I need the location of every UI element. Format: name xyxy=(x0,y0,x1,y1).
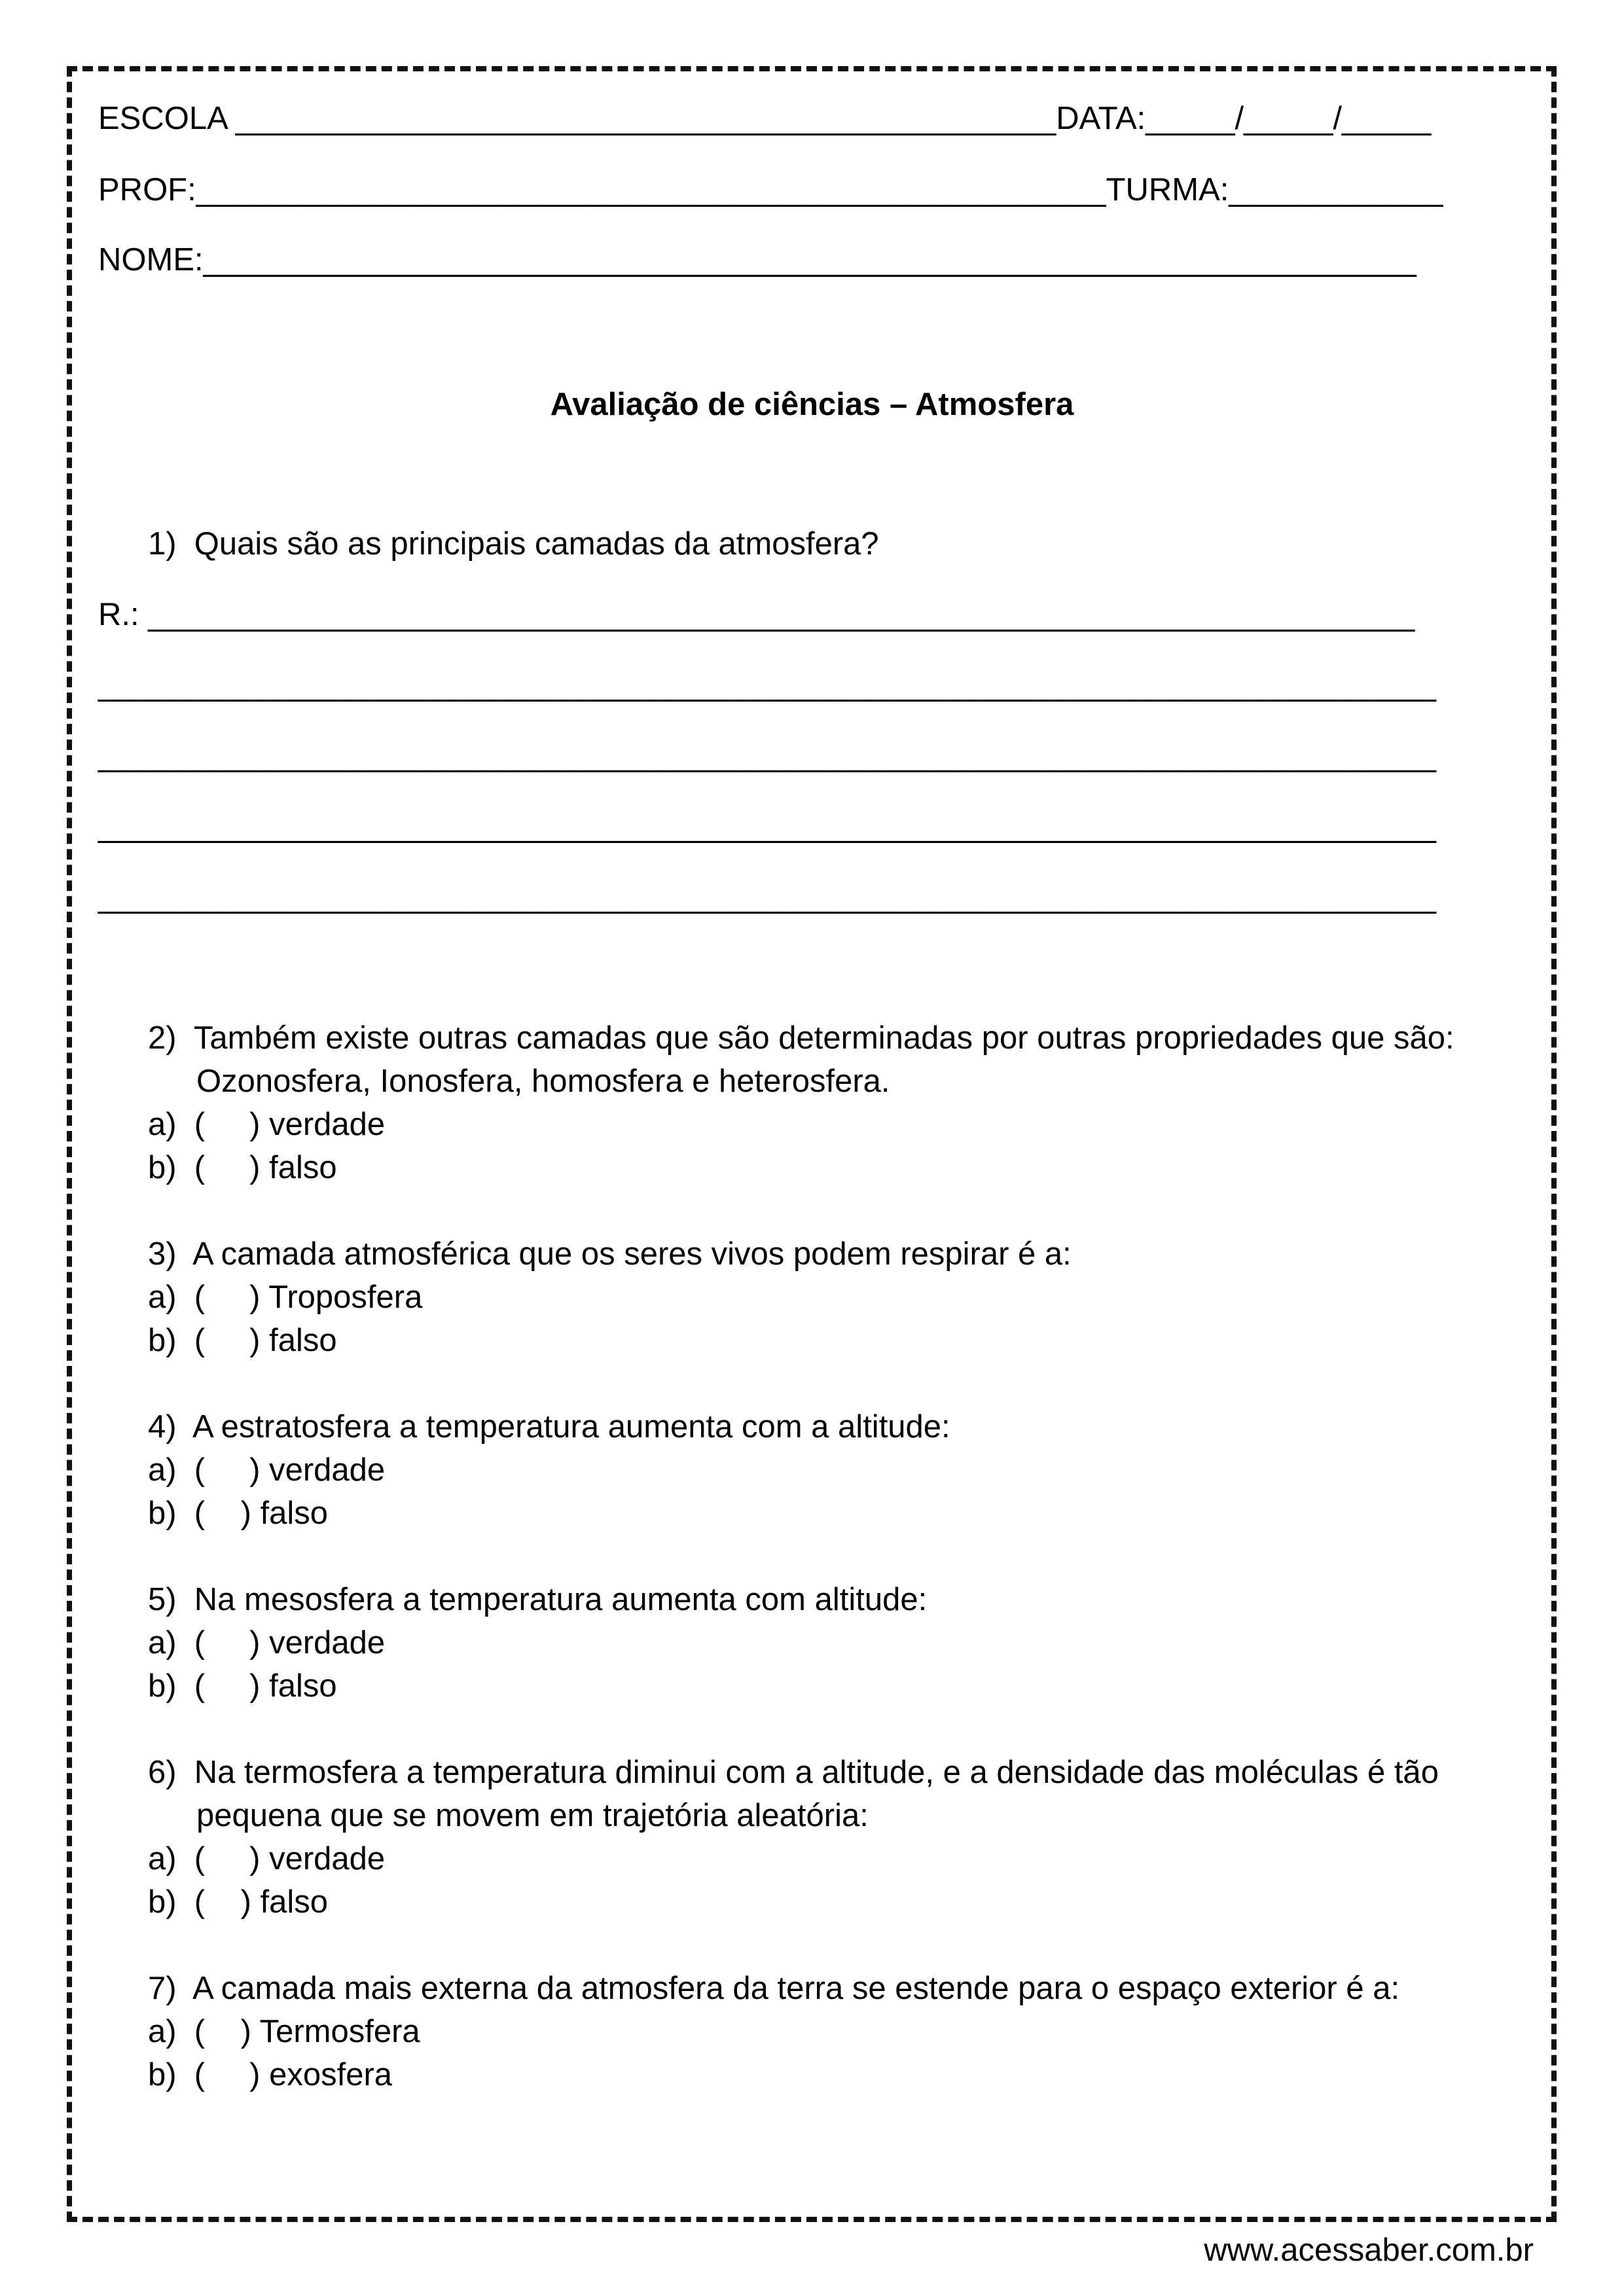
option-a: a) ( ) verdade xyxy=(148,1452,386,1488)
question-7: 7) A camada mais externa da atmosfera da terra se estende para o espaço exterior é a: xyxy=(148,1971,1400,2006)
option-b: b) ( ) exosfera xyxy=(148,2057,393,2092)
option-b: b) ( ) falso xyxy=(148,1323,337,1358)
question-2: 2) Também existe outras camadas que são determinadas por outras propriedades que são: xyxy=(148,1020,1454,1056)
option-b: b) ( ) falso xyxy=(148,1150,337,1185)
school-date-line: ESCOLA ______________________________________________DATA:_____/_____/_____ xyxy=(98,101,1432,136)
question-1: 1) Quais são as principais camadas da atmosfera? xyxy=(148,526,879,562)
question-5: 5) Na mesosfera a temperatura aumenta com altitude: xyxy=(148,1582,928,1617)
option-a: a) ( ) Termosfera xyxy=(148,2014,420,2049)
answer-line-1: R.: _______________________________________________________________________ xyxy=(98,597,1415,632)
answer-line-4: ___________________________________________________________________________ xyxy=(98,808,1436,844)
answer-line-2: ___________________________________________________________________________ xyxy=(98,667,1436,702)
option-b: b) ( ) falso xyxy=(148,1884,329,1920)
footer-url: www.acessaber.com.br xyxy=(1204,2233,1534,2268)
option-a: a) ( ) verdade xyxy=(148,1841,386,1876)
option-b: b) ( ) falso xyxy=(148,1668,337,1704)
option-a: a) ( ) Troposfera xyxy=(148,1280,423,1315)
page-title: Avaliação de ciências – Atmosfera xyxy=(550,387,1074,422)
option-a: a) ( ) verdade xyxy=(148,1107,386,1142)
answer-line-3: ___________________________________________________________________________ xyxy=(98,738,1436,773)
question-2-cont: Ozonosfera, Ionosfera, homosfera e heterosfera. xyxy=(196,1064,890,1099)
option-a: a) ( ) verdade xyxy=(148,1625,386,1660)
name-line: NOME:____________________________________________________________________ xyxy=(98,242,1416,278)
option-b: b) ( ) falso xyxy=(148,1496,329,1531)
question-4: 4) A estratosfera a temperatura aumenta com a altitude: xyxy=(148,1409,950,1444)
question-3: 3) A camada atmosférica que os seres vivos podem respirar é a: xyxy=(148,1236,1072,1272)
question-6-cont: pequena que se movem em trajetória aleatória: xyxy=(196,1798,869,1833)
question-6: 6) Na termosfera a temperatura diminui com a altitude, e a densidade das moléculas é tão xyxy=(148,1755,1439,1790)
answer-line-5: ___________________________________________________________________________ xyxy=(98,879,1436,914)
prof-turma-line: PROF:___________________________________________________TURMA:____________ xyxy=(98,172,1443,207)
